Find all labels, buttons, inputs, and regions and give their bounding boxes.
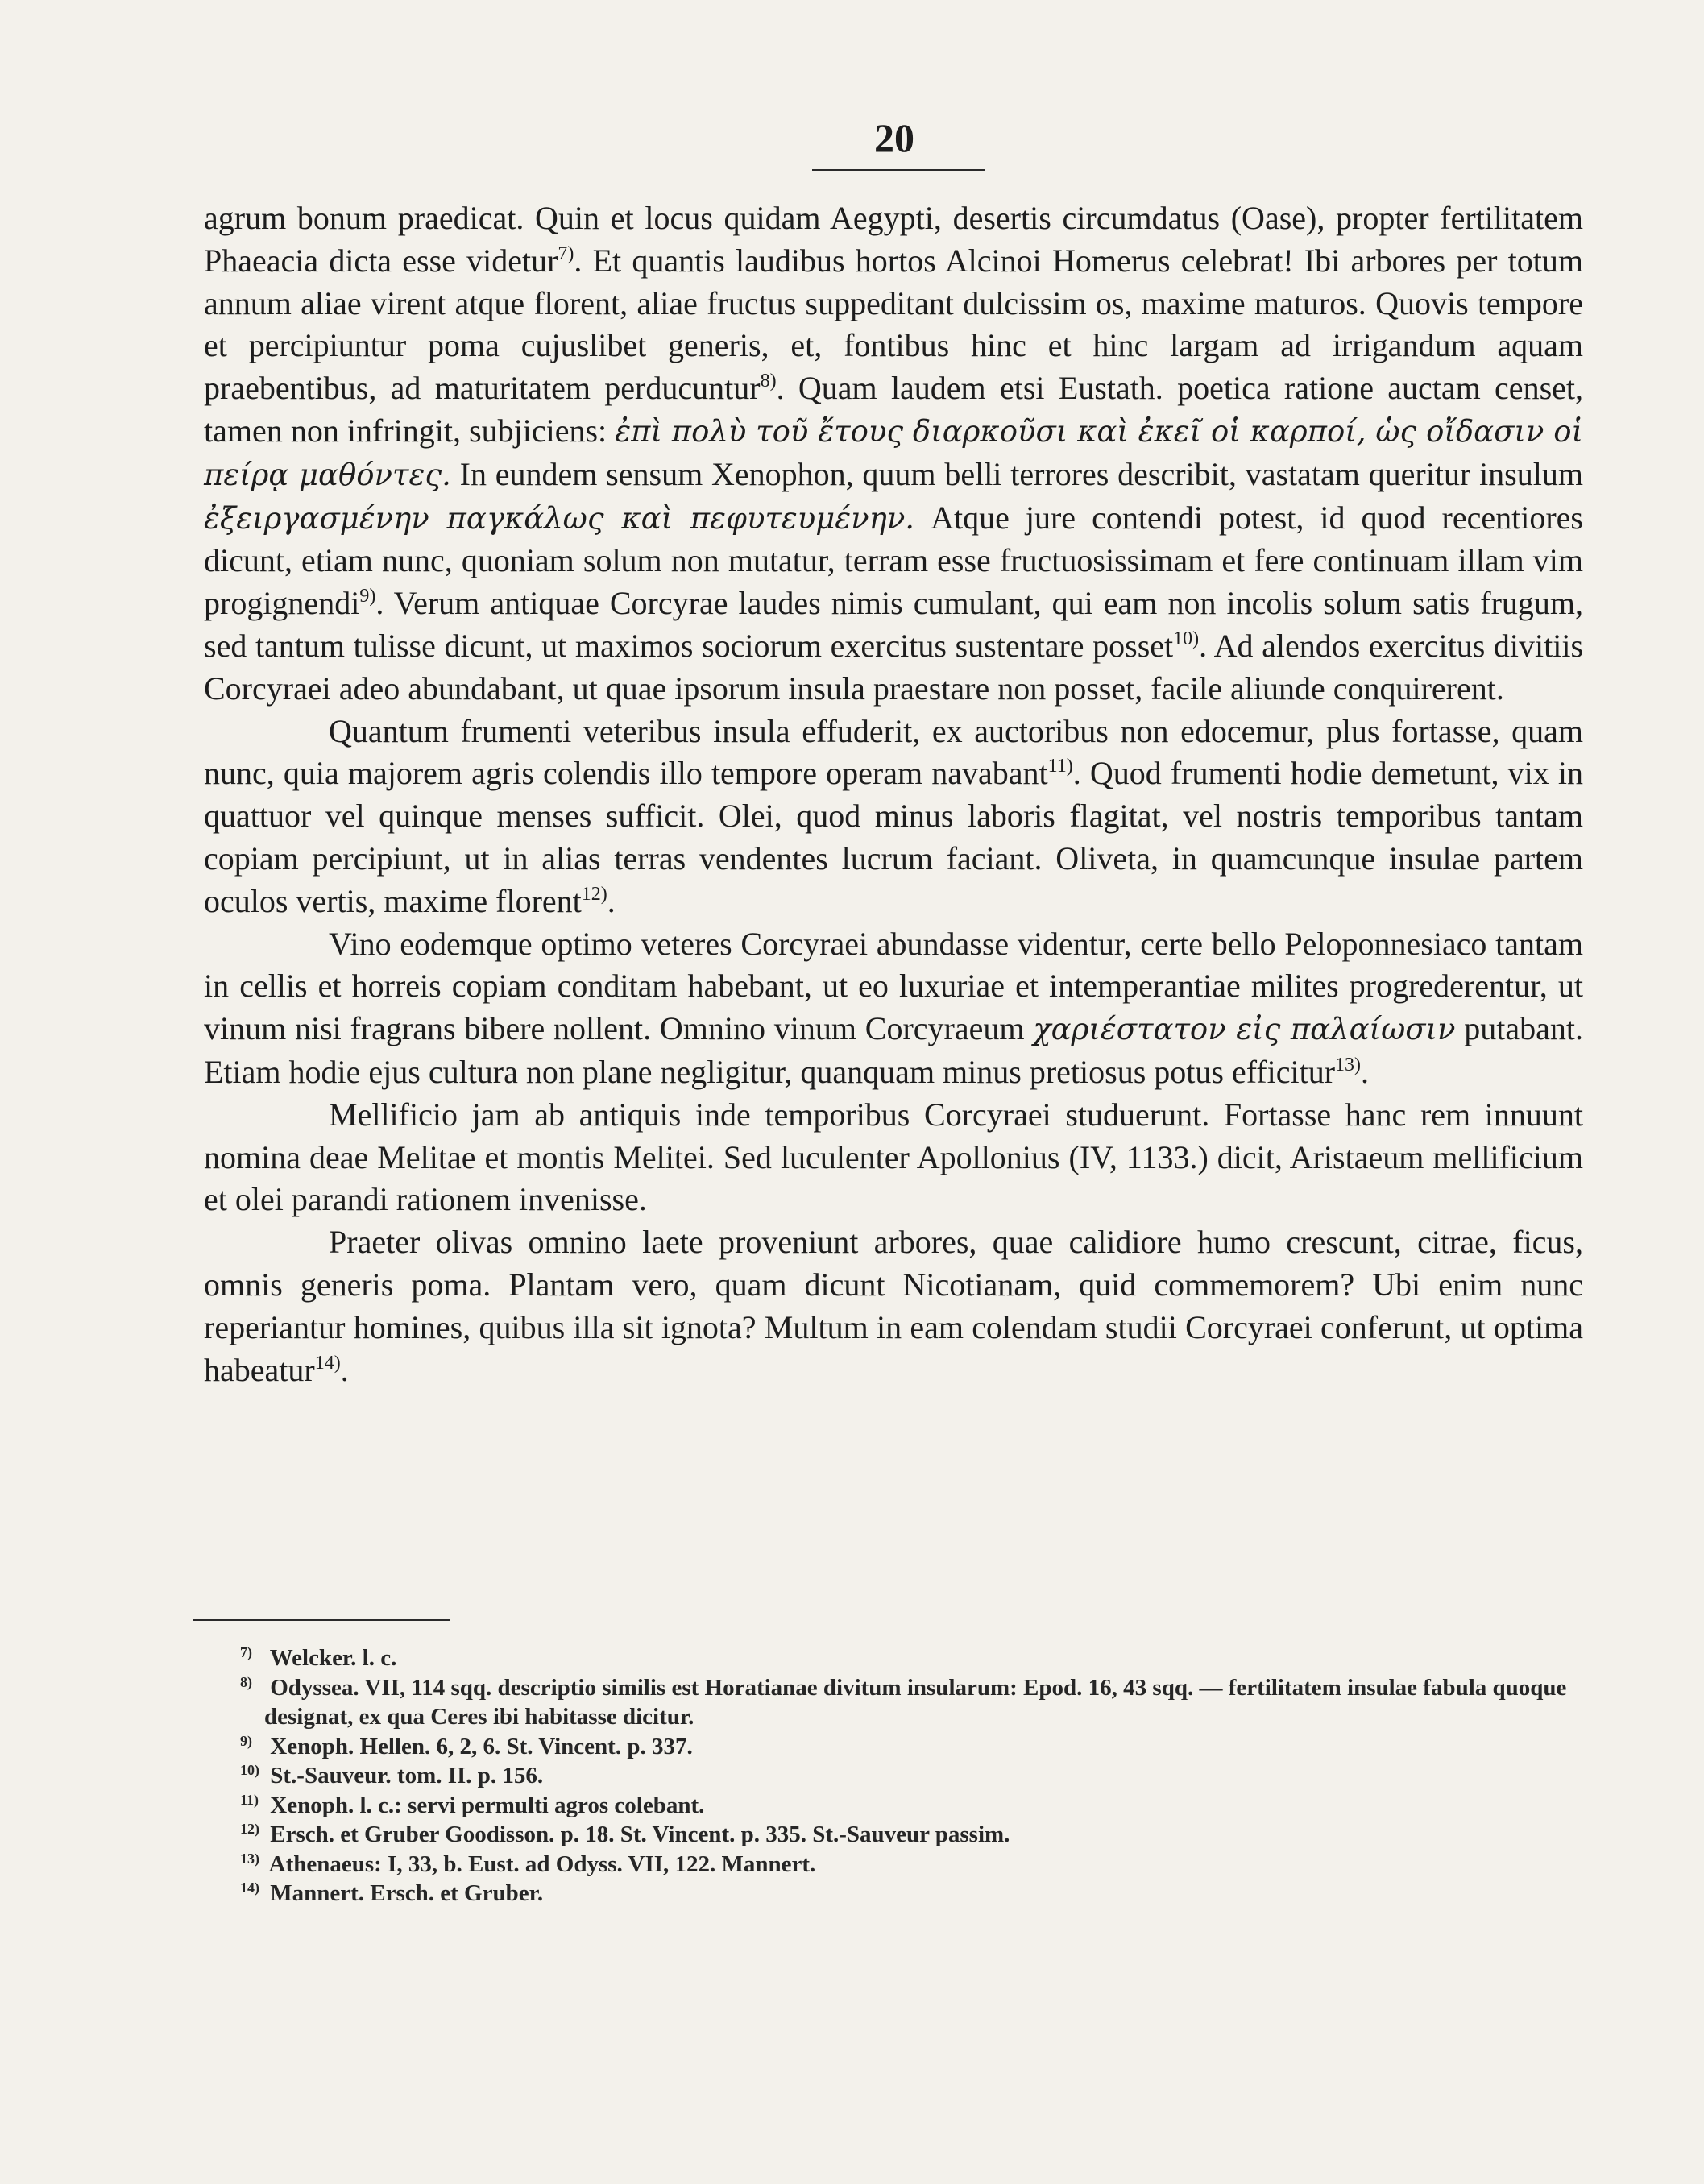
text-run: agrum bonum praedicat. Quin et locus quidam Aegypti, desertis circumdatus (Oase), propter fertilitatem Phaeacia dicta esse videtur	[204, 200, 1583, 279]
text-run: . Quod frumenti hodie demetunt, vix in quattuor vel quinque menses sufficit. Olei, quod minus laboris flagitat, vel nostris temporibus tantam copiam percipiunt, ut in alias terras vendentes lucrum faciant. Oliveta, in quamcunque insulae partem oculos vertis, maxime florent	[204, 755, 1584, 919]
footnote-marker: 7)	[558, 242, 574, 264]
footnote-marker: 8)	[760, 371, 777, 392]
greek-quotation: χαριέστατον εἰς παλαίωσιν	[1033, 1012, 1456, 1047]
text-run: In eundem sensum Xenophon, quum belli terrores describit, vastatam queritur insulum	[450, 455, 1583, 492]
footnote-number: 8)	[240, 1673, 252, 1690]
footnote-marker: 11)	[1047, 756, 1073, 777]
text-run: Quantum frumenti veteribus insula effuderit, ex auctoribus non edocemur, plus fortasse, quam nunc, quia majorem agris colendis illo tempore operam navabant	[204, 712, 1583, 792]
footnote-number: 14)	[240, 1879, 259, 1896]
footnote-marker: 10)	[1173, 628, 1200, 649]
text-run: . Et quantis laudibus hortos Alcinoi Homerus celebrat! Ibi arbores per totum annum aliae virent atque florent, aliae fructus suppeditant dulcissim os, maxime maturos. Quovis tempore et percipiuntur poma cujuslibet generis, et, fontibus hinc et hinc largam ad irrigandum aquam praebentibus, ad maturitatem perducuntur	[204, 242, 1584, 407]
footnote-marker: 14)	[314, 1352, 341, 1374]
footnote	[193, 1820, 1583, 1850]
text-run: Mellificio jam ab antiquis inde temporibus Corcyraei studuerunt. Fortasse hanc rem innuunt nomina deae Melitae et montis Melitei. Sed luculenter Apollonius (IV, 1133.) dicit, Aristaeum mellificium et olei parandi rationem invenisse.	[204, 1096, 1583, 1218]
footnote-text: Odyssea. VII, 114 sqq. descriptio similis est Horatianae divitum insularum: Epod. 16, 43 sqq. — fertilitatem insulae fabula quoque designat, ex qua Ceres ibi habitasse dicitur.	[264, 1674, 1567, 1730]
footnotes	[193, 1643, 1583, 1908]
footnote-marker: 13)	[1335, 1054, 1362, 1075]
text-run: Atque jure contendi potest, id quod recentiores dicunt, etiam nunc, quoniam solum non mutatur, terram esse fructuosissimam et fere continuam illam vim progignendi	[204, 499, 1583, 622]
footnote	[193, 1673, 1583, 1732]
text-run: putabant. Etiam hodie ejus cultura non plane negligitur, quanquam minus pretiosus potus efficitur	[204, 1010, 1583, 1090]
page-number: 20	[874, 115, 914, 160]
footnote-number: 10)	[240, 1762, 259, 1778]
paragraph	[204, 711, 1583, 923]
text-run: .	[340, 1351, 349, 1388]
footnote	[193, 1732, 1583, 1762]
footnote-number: 11)	[240, 1791, 259, 1808]
text-run: .	[607, 882, 616, 919]
text-run: Praeter olivas omnino laete proveniunt arbores, quae calidiore humo crescunt, citrae, ficus, omnis generis poma. Plantam vero, quam dicunt Nicotianam, quid commemorem? Ubi enim nunc reperiantur homines, quibus illa sit ignota? Multum in eam colendam studii Corcyraei conferunt, ut optima habeatur	[204, 1224, 1583, 1388]
footnote-text: Mannert. Ersch. et Gruber.	[270, 1880, 544, 1906]
footnote	[193, 1643, 1583, 1673]
text-run: . Quam laudem etsi Eustath. poetica ratione auctam censet, tamen non infringit, subjiciens:	[204, 370, 1583, 449]
greek-quotation: ἐξειργασμένην παγκάλως καὶ πεφυτευμένην.	[204, 500, 915, 536]
greek-quotation: ἐπὶ πολὺ τοῦ ἔτους διαρκοῦσι καὶ ἐκεῖ οἱ καρποί, ὡς οἴδασιν οἱ πείρᾳ μαθόντες.	[204, 413, 1584, 492]
footnote-number: 9)	[240, 1732, 252, 1749]
paragraph	[204, 923, 1583, 1094]
footnote-text: Welcker. l. c.	[269, 1645, 397, 1671]
text-run: Vino eodemque optimo veteres Corcyraei abundasse videntur, certe bello Peloponnesiaco tantam in cellis et horreis copiam conditam habebant, ut eo luxuriae et intemperantiae milites progrederentur, ut vinum nisi fragrans bibere nollent. Omnino vinum Corcyraeum	[204, 925, 1583, 1047]
page-number-rule	[812, 169, 985, 171]
text-run: . Verum antiquae Corcyrae laudes nimis cumulant, qui eam non incolis solum satis frugum, sed tantum tulisse dicunt, ut maximos sociorum exercitus sustentare posset	[204, 585, 1583, 664]
footnote	[193, 1761, 1583, 1791]
footnote-text: St.-Sauveur. tom. II. p. 156.	[270, 1763, 544, 1788]
footnote-number: 12)	[240, 1821, 259, 1837]
footnote	[193, 1850, 1583, 1879]
footnote-text: Ersch. et Gruber Goodisson. p. 18. St. Vincent. p. 335. St.-Sauveur passim.	[270, 1821, 1010, 1847]
footnote	[193, 1791, 1583, 1821]
text-run: . Ad alendos exercitus divitiis Corcyraei adeo abundabant, ut quae ipsorum insula praestare non posset, facile aliunde conquirerent.	[204, 627, 1584, 707]
text-run: .	[1361, 1053, 1370, 1090]
footnote-text: Athenaeus: I, 33, b. Eust. ad Odyss. VII, 122. Mannert.	[268, 1850, 816, 1877]
footnote-number: 7)	[240, 1644, 252, 1660]
paragraph	[204, 197, 1583, 711]
footnote	[193, 1879, 1583, 1908]
paragraph	[204, 1094, 1583, 1221]
footnote-text: Xenoph. l. c.: servi permulti agros colebant.	[270, 1792, 705, 1818]
body-text	[204, 197, 1583, 1391]
footnote-separator	[193, 1619, 450, 1621]
footnote-marker: 9)	[359, 586, 376, 607]
paragraph	[204, 1221, 1583, 1391]
footnote-number: 13)	[240, 1850, 259, 1867]
footnote-marker: 12)	[581, 883, 607, 905]
footnote-text: Xenoph. Hellen. 6, 2, 6. St. Vincent. p. 337.	[270, 1733, 693, 1759]
